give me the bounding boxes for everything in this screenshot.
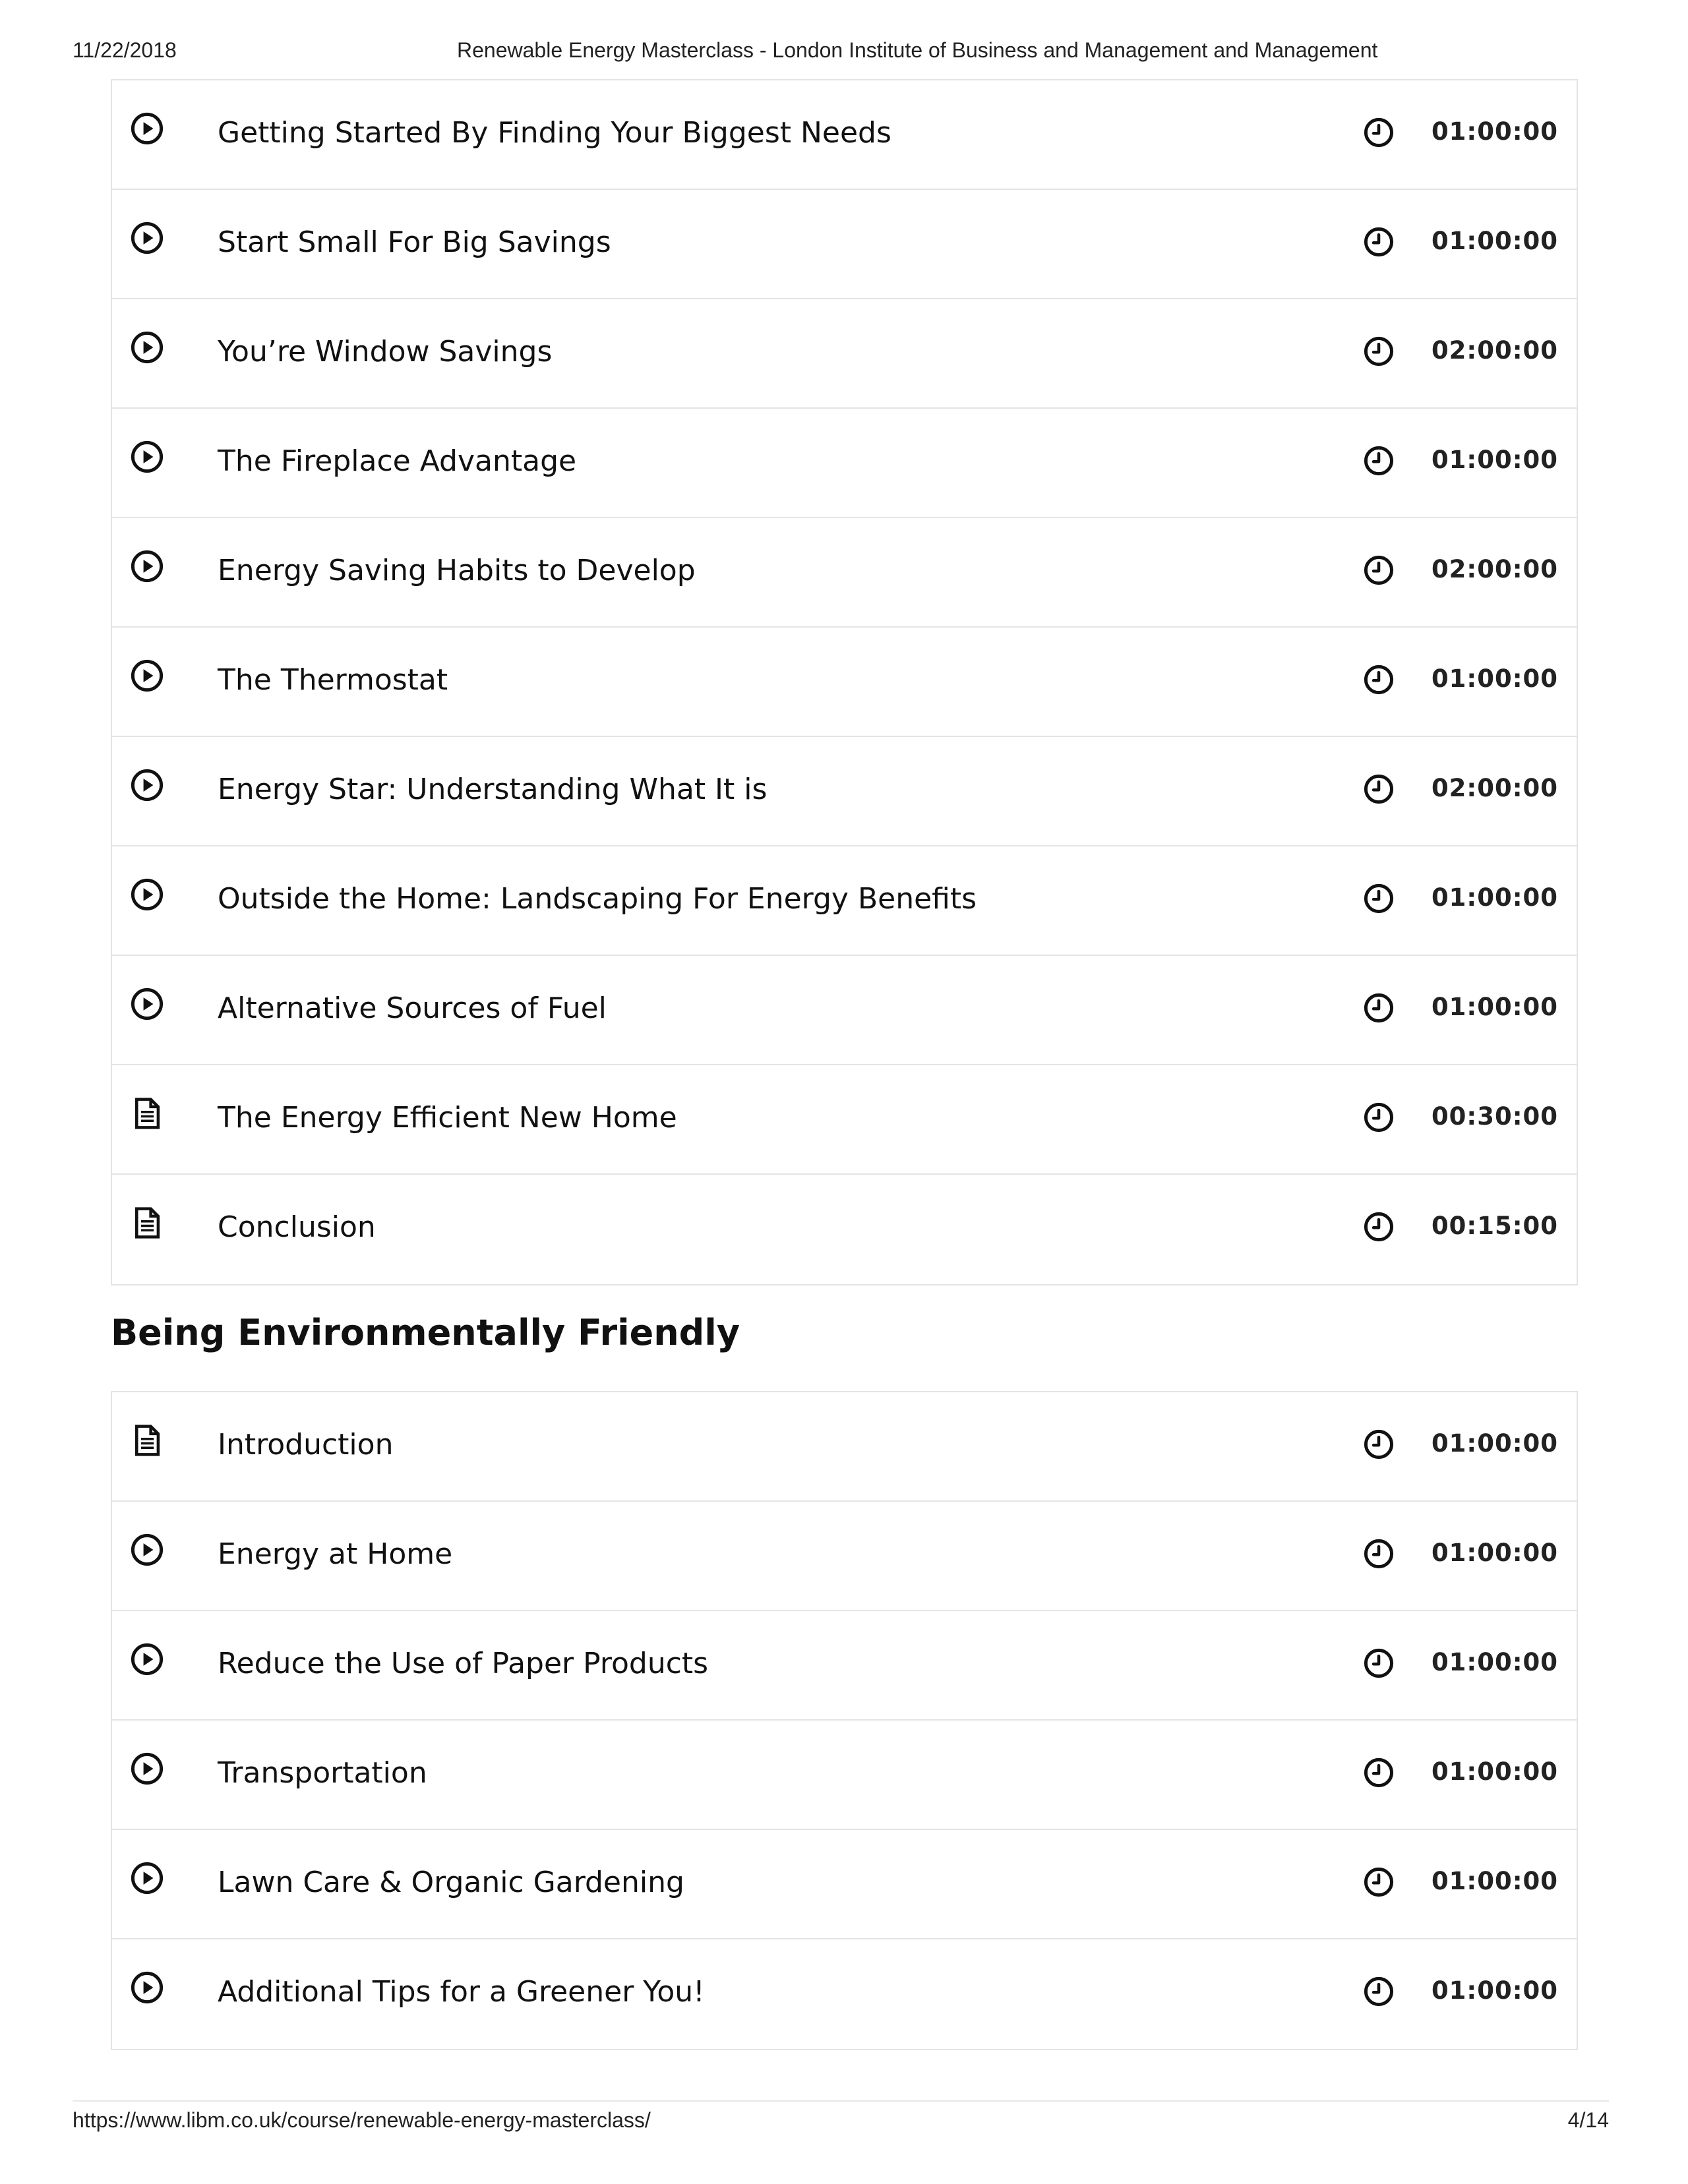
lesson-title[interactable]: Energy Star: Understanding What It is [218, 773, 768, 806]
lesson-title[interactable]: Conclusion [218, 1210, 376, 1244]
play-circle-icon [129, 1751, 165, 1786]
lesson-row[interactable] [112, 409, 1577, 518]
lesson-row[interactable] [112, 1065, 1577, 1175]
clock-icon [1362, 1756, 1395, 1789]
lesson-row[interactable] [112, 628, 1577, 737]
lesson-duration: 01:00:00 [1431, 1757, 1558, 1786]
page-number: 4/14 [1567, 2108, 1609, 2132]
clock-icon [1362, 1866, 1395, 1899]
curriculum-section-environmentally-friendly [111, 1391, 1578, 2050]
play-circle-icon [129, 439, 165, 475]
clock-icon [1362, 663, 1395, 696]
clock-icon [1362, 1975, 1395, 2008]
lesson-duration: 01:00:00 [1431, 1867, 1558, 1895]
lesson-duration: 00:15:00 [1431, 1212, 1558, 1240]
play-circle-icon [129, 1532, 165, 1568]
lesson-duration: 02:00:00 [1431, 774, 1558, 802]
lesson-row[interactable] [112, 1721, 1577, 1830]
lesson-duration: 01:00:00 [1431, 1648, 1558, 1676]
curriculum-section-energy-saving [111, 79, 1578, 1285]
play-circle-icon [129, 877, 165, 912]
play-circle-icon [129, 1860, 165, 1896]
play-circle-icon [129, 986, 165, 1022]
lesson-title[interactable]: You’re Window Savings [218, 335, 553, 369]
lesson-title[interactable]: Outside the Home: Landscaping For Energy Benefits [218, 882, 977, 916]
play-circle-icon [129, 767, 165, 803]
document-icon [129, 1096, 165, 1131]
print-page-title: Renewable Energy Masterclass - London Institute of Business and Management and Management [457, 38, 1378, 62]
document-icon [129, 1205, 165, 1241]
clock-icon [1362, 554, 1395, 587]
lesson-row[interactable] [112, 518, 1577, 628]
lesson-row[interactable] [112, 299, 1577, 409]
play-circle-icon [129, 220, 165, 256]
lesson-title[interactable]: The Thermostat [218, 663, 448, 697]
print-header [73, 38, 1609, 71]
play-circle-icon [129, 658, 165, 694]
lesson-duration: 01:00:00 [1431, 227, 1558, 255]
lesson-title[interactable]: The Fireplace Advantage [218, 444, 577, 478]
lesson-row[interactable] [112, 1392, 1577, 1502]
clock-icon [1362, 225, 1395, 258]
print-date: 11/22/2018 [73, 38, 177, 62]
clock-icon [1362, 1428, 1395, 1461]
play-circle-icon [129, 1970, 165, 2005]
document-icon [129, 1423, 165, 1458]
lesson-title[interactable]: Introduction [218, 1428, 394, 1461]
section-heading: Being Environmentally Friendly [111, 1312, 740, 1353]
lesson-row[interactable] [112, 956, 1577, 1065]
lesson-duration: 01:00:00 [1431, 993, 1558, 1021]
play-circle-icon [129, 1641, 165, 1677]
lesson-title[interactable]: Start Small For Big Savings [218, 225, 611, 259]
clock-icon [1362, 1647, 1395, 1680]
lesson-row[interactable] [112, 80, 1577, 190]
clock-icon [1362, 1210, 1395, 1243]
lesson-row[interactable] [112, 846, 1577, 956]
clock-icon [1362, 1537, 1395, 1570]
lesson-title[interactable]: Reduce the Use of Paper Products [218, 1647, 709, 1680]
lesson-duration: 01:00:00 [1431, 1976, 1558, 2005]
lesson-title[interactable]: Getting Started By Finding Your Biggest Needs [218, 116, 891, 150]
page-url: https://www.libm.co.uk/course/renewable-energy-masterclass/ [73, 2108, 651, 2132]
lesson-row[interactable] [112, 737, 1577, 846]
clock-icon [1362, 444, 1395, 477]
print-footer [73, 2108, 1609, 2137]
lesson-row[interactable] [112, 1502, 1577, 1611]
lesson-duration: 01:00:00 [1431, 883, 1558, 912]
lesson-title[interactable]: Lawn Care & Organic Gardening [218, 1866, 684, 1899]
play-circle-icon [129, 111, 165, 146]
lesson-title[interactable]: Additional Tips for a Greener You! [218, 1975, 705, 2009]
lesson-title[interactable]: Energy Saving Habits to Develop [218, 554, 696, 587]
lesson-duration: 01:00:00 [1431, 446, 1558, 474]
clock-icon [1362, 116, 1395, 149]
lesson-duration: 01:00:00 [1431, 664, 1558, 693]
lesson-duration: 02:00:00 [1431, 555, 1558, 583]
lesson-title[interactable]: Alternative Sources of Fuel [218, 991, 607, 1025]
lesson-duration: 00:30:00 [1431, 1102, 1558, 1131]
lesson-row[interactable] [112, 1175, 1577, 1284]
lesson-row[interactable] [112, 1830, 1577, 1939]
lesson-duration: 01:00:00 [1431, 1539, 1558, 1567]
lesson-row[interactable] [112, 1611, 1577, 1721]
lesson-title[interactable]: Transportation [218, 1756, 427, 1790]
clock-icon [1362, 773, 1395, 806]
clock-icon [1362, 335, 1395, 368]
lesson-duration: 01:00:00 [1431, 117, 1558, 146]
clock-icon [1362, 882, 1395, 915]
clock-icon [1362, 991, 1395, 1024]
play-circle-icon [129, 548, 165, 584]
lesson-duration: 02:00:00 [1431, 336, 1558, 365]
play-circle-icon [129, 330, 165, 365]
clock-icon [1362, 1101, 1395, 1134]
footer-divider [73, 2100, 1609, 2102]
lesson-title[interactable]: Energy at Home [218, 1537, 453, 1571]
lesson-row[interactable] [112, 190, 1577, 299]
lesson-title[interactable]: The Energy Efficient New Home [218, 1101, 677, 1135]
lesson-duration: 01:00:00 [1431, 1429, 1558, 1458]
lesson-row[interactable] [112, 1939, 1577, 2049]
